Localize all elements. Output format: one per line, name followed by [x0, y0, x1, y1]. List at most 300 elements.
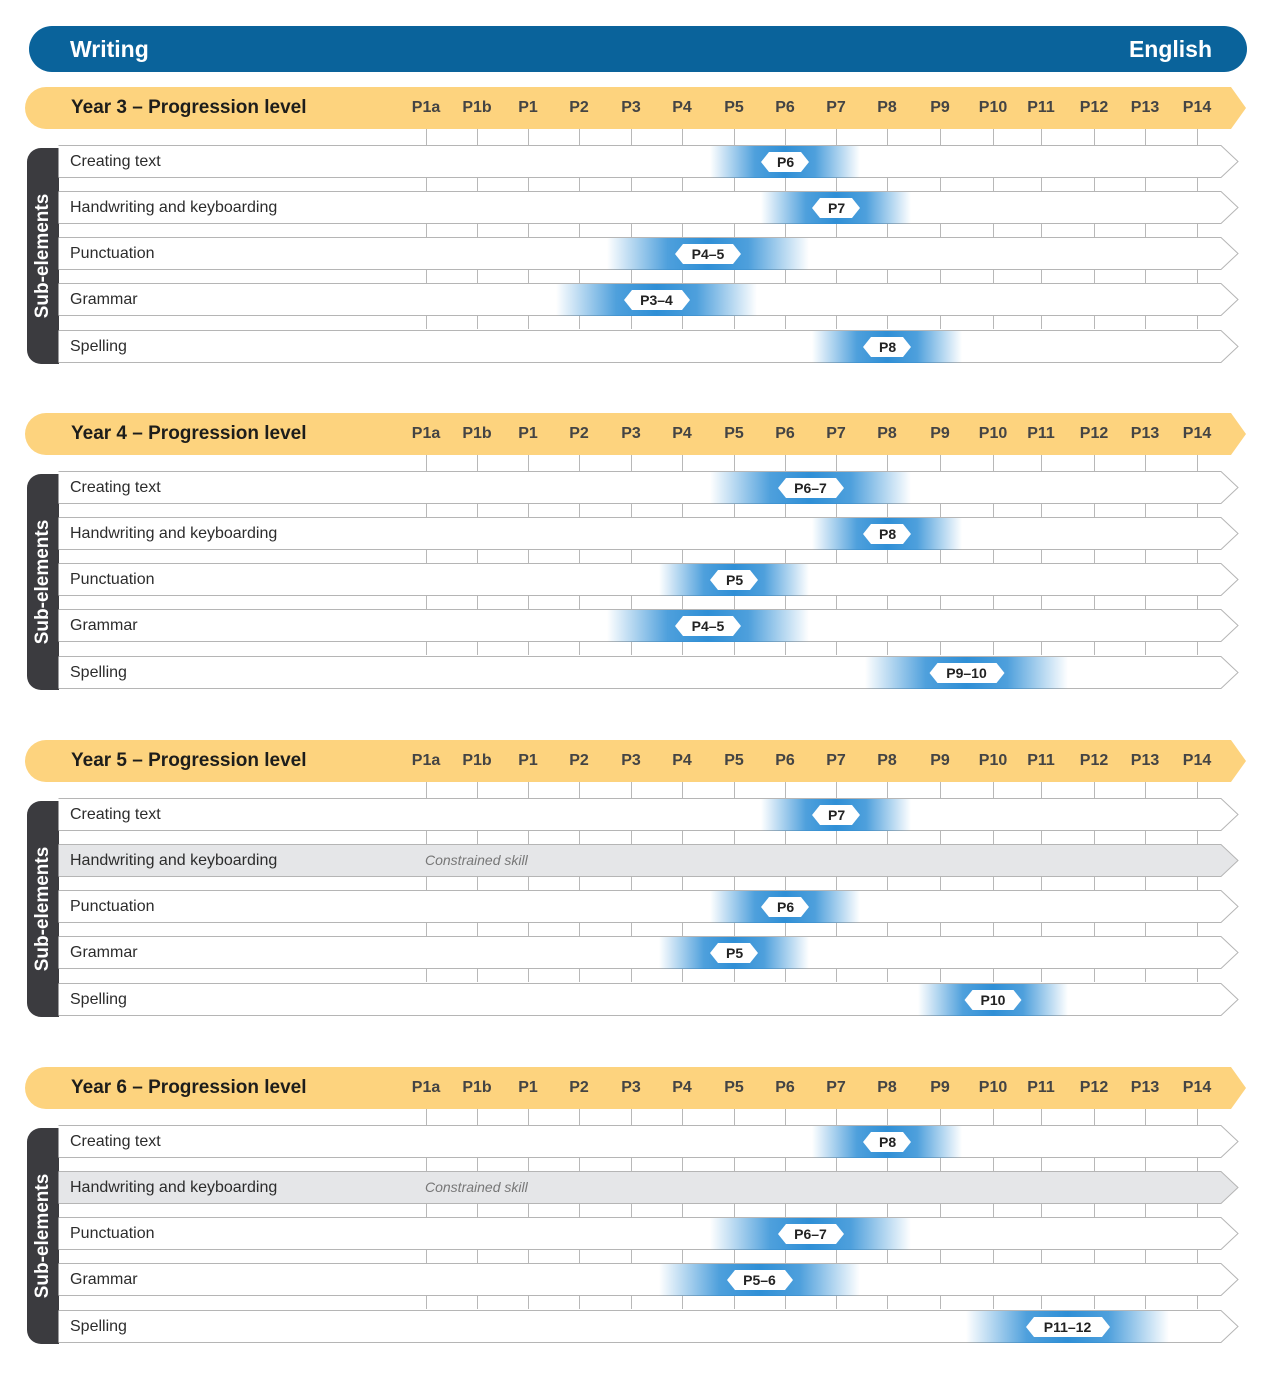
column-tick: [528, 968, 529, 982]
column-tick: [734, 315, 735, 329]
column-tick: [477, 968, 478, 982]
progression-badge: [761, 152, 809, 172]
level-header-p1a: P1a: [411, 99, 441, 116]
column-tick: [785, 269, 786, 283]
sub-element-label: Spelling: [70, 338, 127, 355]
column-tick: [940, 1109, 941, 1125]
subject-label: English: [1128, 36, 1212, 62]
column-tick: [682, 1249, 683, 1263]
column-tick: [477, 922, 478, 936]
column-tick: [785, 1249, 786, 1263]
column-tick: [682, 549, 683, 563]
column-tick: [579, 922, 580, 936]
column-tick: [940, 595, 941, 609]
sub-element-label: Grammar: [70, 617, 138, 634]
column-tick: [1094, 968, 1095, 982]
column-tick: [785, 503, 786, 517]
column-tick: [1094, 549, 1095, 563]
column-tick: [682, 922, 683, 936]
column-tick: [426, 1157, 427, 1171]
sub-elements-sidebar: [27, 1128, 59, 1344]
column-tick: [836, 782, 837, 798]
level-header-p5: P5: [724, 99, 744, 116]
column-tick: [477, 830, 478, 844]
progression-badge: [1026, 1317, 1110, 1337]
progression-badge: [727, 1270, 793, 1290]
level-header-p1: P1: [518, 425, 538, 442]
column-tick: [426, 782, 427, 798]
column-tick: [1094, 315, 1095, 329]
column-tick: [887, 177, 888, 191]
column-tick: [940, 315, 941, 329]
level-header-p11: P11: [1027, 752, 1055, 769]
column-tick: [528, 503, 529, 517]
column-tick: [579, 595, 580, 609]
level-header-p8: P8: [877, 99, 897, 116]
column-tick: [579, 830, 580, 844]
column-tick: [993, 595, 994, 609]
sub-element-label: Grammar: [70, 944, 138, 961]
column-tick: [1145, 177, 1146, 191]
column-tick: [631, 1109, 632, 1125]
column-tick: [1145, 223, 1146, 237]
progression-badge: [863, 337, 911, 357]
level-header-p5: P5: [724, 425, 744, 442]
column-tick: [1094, 177, 1095, 191]
progression-badge: [778, 1224, 844, 1244]
column-tick: [631, 1249, 632, 1263]
level-header-p10: P10: [978, 99, 1008, 116]
sub-element-row: [58, 330, 1248, 364]
level-header-p6: P6: [775, 99, 795, 116]
level-header-p2: P2: [569, 425, 589, 442]
level-header-p10: P10: [978, 752, 1008, 769]
row-arrow-shape: [59, 1218, 1239, 1250]
column-tick: [1145, 1249, 1146, 1263]
progression-badge: [710, 943, 758, 963]
column-tick: [734, 1249, 735, 1263]
column-tick: [993, 830, 994, 844]
column-tick: [887, 830, 888, 844]
column-tick: [1041, 595, 1042, 609]
column-tick: [887, 315, 888, 329]
page-title: Writing: [70, 36, 149, 62]
progression-badge: [812, 198, 860, 218]
column-tick: [1041, 549, 1042, 563]
column-tick: [1041, 1109, 1042, 1125]
column-tick: [836, 1203, 837, 1217]
column-tick: [1145, 503, 1146, 517]
sub-element-label: Creating text: [70, 1133, 161, 1150]
column-tick: [1145, 549, 1146, 563]
column-tick: [579, 641, 580, 655]
column-tick: [940, 641, 941, 655]
column-tick: [940, 223, 941, 237]
column-tick: [631, 1157, 632, 1171]
sidebar-label: Sub-elements: [32, 846, 53, 972]
column-tick: [631, 830, 632, 844]
sub-element-label: Punctuation: [70, 898, 155, 915]
column-tick: [1145, 876, 1146, 890]
column-tick: [631, 876, 632, 890]
column-tick: [426, 1109, 427, 1125]
column-tick: [940, 455, 941, 471]
level-header-p11: P11: [1027, 1079, 1055, 1096]
column-tick: [528, 455, 529, 471]
level-header-p4: P4: [672, 99, 692, 116]
column-tick: [1145, 315, 1146, 329]
column-tick: [887, 549, 888, 563]
column-tick: [1094, 922, 1095, 936]
level-header-p9: P9: [930, 1079, 950, 1096]
column-tick: [477, 315, 478, 329]
sub-element-label: Punctuation: [70, 1225, 155, 1242]
column-tick: [734, 223, 735, 237]
level-header-p3: P3: [621, 752, 641, 769]
column-tick: [579, 269, 580, 283]
column-tick: [1094, 1109, 1095, 1125]
column-tick: [1197, 595, 1198, 609]
level-header-p7: P7: [826, 425, 846, 442]
column-tick: [734, 129, 735, 145]
column-tick: [477, 1157, 478, 1171]
level-header-p14: P14: [1182, 425, 1212, 442]
sidebar-label: Sub-elements: [32, 1173, 53, 1299]
progression-badge: [675, 244, 741, 264]
column-tick: [1094, 830, 1095, 844]
column-tick: [426, 1249, 427, 1263]
column-tick: [993, 1295, 994, 1309]
column-tick: [785, 1109, 786, 1125]
column-tick: [887, 922, 888, 936]
column-tick: [836, 641, 837, 655]
column-tick: [940, 968, 941, 982]
level-header-p12: P12: [1079, 425, 1109, 442]
sub-element-label: Punctuation: [70, 245, 155, 262]
column-tick: [631, 641, 632, 655]
progression-badge: [965, 990, 1022, 1010]
column-tick: [682, 315, 683, 329]
column-tick: [940, 269, 941, 283]
badge-label: P6–7: [794, 480, 827, 496]
column-tick: [1041, 922, 1042, 936]
column-tick: [528, 641, 529, 655]
column-tick: [887, 1249, 888, 1263]
level-header-p8: P8: [877, 1079, 897, 1096]
level-header-p13: P13: [1130, 1079, 1160, 1096]
level-header-p2: P2: [569, 99, 589, 116]
level-header-p10: P10: [978, 1079, 1008, 1096]
column-tick: [785, 177, 786, 191]
column-tick: [785, 782, 786, 798]
column-tick: [887, 223, 888, 237]
column-tick: [477, 1295, 478, 1309]
column-tick: [785, 223, 786, 237]
column-tick: [631, 503, 632, 517]
column-tick: [477, 876, 478, 890]
level-header-p11: P11: [1027, 425, 1055, 442]
column-tick: [682, 595, 683, 609]
column-tick: [1041, 315, 1042, 329]
badge-label: P5–6: [743, 1272, 776, 1288]
column-tick: [682, 1157, 683, 1171]
sub-element-label: Handwriting and keyboarding: [70, 852, 278, 869]
column-tick: [1094, 455, 1095, 471]
column-tick: [579, 129, 580, 145]
column-tick: [940, 922, 941, 936]
column-tick: [785, 455, 786, 471]
level-header-p1b: P1b: [462, 99, 492, 116]
column-tick: [631, 595, 632, 609]
sub-element-label: Handwriting and keyboarding: [70, 199, 278, 216]
column-tick: [734, 968, 735, 982]
row-arrow-shape: [59, 564, 1239, 596]
sub-element-label: Grammar: [70, 291, 138, 308]
column-tick: [1197, 129, 1198, 145]
column-tick: [426, 968, 427, 982]
column-tick: [1094, 129, 1095, 145]
progression-badge: [624, 290, 690, 310]
column-tick: [477, 595, 478, 609]
column-tick: [1041, 641, 1042, 655]
level-header-p6: P6: [775, 1079, 795, 1096]
column-tick: [993, 922, 994, 936]
sidebar-label: Sub-elements: [32, 193, 53, 319]
column-tick: [1197, 177, 1198, 191]
column-tick: [579, 1157, 580, 1171]
column-tick: [1197, 1203, 1198, 1217]
column-tick: [579, 315, 580, 329]
badge-label: P7: [828, 200, 846, 216]
badge-label: P8: [879, 339, 897, 355]
level-header-p1a: P1a: [411, 752, 441, 769]
column-tick: [1197, 876, 1198, 890]
column-tick: [477, 1109, 478, 1125]
year-section: [0, 740, 1280, 1020]
column-tick: [1094, 1295, 1095, 1309]
level-header-p13: P13: [1130, 99, 1160, 116]
level-header-p1b: P1b: [462, 425, 492, 442]
sub-element-row: [58, 1125, 1248, 1159]
progression-badge: [929, 663, 1004, 683]
column-tick: [1197, 641, 1198, 655]
column-tick: [477, 269, 478, 283]
badge-label: P10: [980, 992, 1006, 1008]
level-header-p14: P14: [1182, 99, 1212, 116]
column-tick: [1094, 1203, 1095, 1217]
column-tick: [993, 503, 994, 517]
column-tick: [682, 129, 683, 145]
column-tick: [734, 455, 735, 471]
column-tick: [1145, 595, 1146, 609]
sub-element-row: [58, 471, 1248, 505]
column-tick: [682, 223, 683, 237]
level-header-p14: P14: [1182, 752, 1212, 769]
column-tick: [993, 1203, 994, 1217]
year-section: [0, 413, 1280, 693]
level-header-p7: P7: [826, 752, 846, 769]
column-tick: [1094, 269, 1095, 283]
level-header-p1a: P1a: [411, 1079, 441, 1096]
column-tick: [1041, 177, 1042, 191]
column-tick: [993, 876, 994, 890]
level-header-p12: P12: [1079, 99, 1109, 116]
column-tick: [528, 876, 529, 890]
column-tick: [426, 1203, 427, 1217]
column-tick: [1041, 223, 1042, 237]
sub-element-row: [58, 145, 1248, 179]
column-tick: [682, 1295, 683, 1309]
column-tick: [785, 315, 786, 329]
level-header-p2: P2: [569, 752, 589, 769]
column-tick: [426, 315, 427, 329]
column-tick: [682, 1109, 683, 1125]
column-tick: [1041, 455, 1042, 471]
level-header-p4: P4: [672, 425, 692, 442]
sub-element-row: [58, 563, 1248, 597]
level-header-p13: P13: [1130, 425, 1160, 442]
level-header-p3: P3: [621, 99, 641, 116]
column-tick: [993, 269, 994, 283]
column-tick: [631, 129, 632, 145]
column-tick: [836, 1249, 837, 1263]
column-tick: [836, 1109, 837, 1125]
badge-label: P6: [777, 154, 795, 170]
column-tick: [887, 1109, 888, 1125]
progression-badge: [761, 897, 809, 917]
column-tick: [785, 595, 786, 609]
column-tick: [785, 549, 786, 563]
badge-label: P6: [777, 899, 795, 915]
column-tick: [940, 129, 941, 145]
column-tick: [426, 503, 427, 517]
column-tick: [836, 876, 837, 890]
section-title: Year 4 – Progression level: [71, 423, 307, 444]
column-tick: [734, 876, 735, 890]
column-tick: [1197, 223, 1198, 237]
column-tick: [579, 549, 580, 563]
progression-badge: [863, 1132, 911, 1152]
column-tick: [1094, 876, 1095, 890]
column-tick: [887, 455, 888, 471]
constrained-skill-note: Constrained skill: [425, 1179, 528, 1195]
column-tick: [1145, 641, 1146, 655]
badge-label: P6–7: [794, 1226, 827, 1242]
progression-badge: [710, 570, 758, 590]
column-tick: [836, 503, 837, 517]
level-header-p9: P9: [930, 99, 950, 116]
column-tick: [836, 595, 837, 609]
section-title: Year 6 – Progression level: [71, 1077, 307, 1098]
section-title: Year 5 – Progression level: [71, 750, 307, 771]
column-tick: [734, 641, 735, 655]
sub-element-row: [58, 936, 1248, 970]
column-tick: [940, 876, 941, 890]
level-header-p10: P10: [978, 425, 1008, 442]
column-tick: [887, 129, 888, 145]
level-header-p12: P12: [1079, 1079, 1109, 1096]
progression-badge: [675, 616, 741, 636]
column-tick: [528, 1157, 529, 1171]
column-tick: [477, 782, 478, 798]
level-header-p3: P3: [621, 425, 641, 442]
row-arrow-shape: [59, 331, 1239, 363]
column-tick: [940, 1203, 941, 1217]
column-tick: [426, 830, 427, 844]
column-tick: [1041, 782, 1042, 798]
column-tick: [477, 1203, 478, 1217]
column-tick: [579, 782, 580, 798]
column-tick: [426, 455, 427, 471]
column-tick: [1145, 782, 1146, 798]
column-tick: [993, 1157, 994, 1171]
level-header-p11: P11: [1027, 99, 1055, 116]
column-tick: [1197, 1157, 1198, 1171]
column-tick: [993, 1249, 994, 1263]
column-tick: [1041, 503, 1042, 517]
column-tick: [734, 830, 735, 844]
column-tick: [887, 1295, 888, 1309]
column-tick: [836, 315, 837, 329]
level-header-p14: P14: [1182, 1079, 1212, 1096]
column-tick: [1197, 315, 1198, 329]
column-tick: [836, 269, 837, 283]
progression-badge: [812, 805, 860, 825]
sub-element-label: Spelling: [70, 991, 127, 1008]
column-tick: [477, 1249, 478, 1263]
column-tick: [887, 641, 888, 655]
column-tick: [734, 549, 735, 563]
column-tick: [785, 830, 786, 844]
column-tick: [887, 269, 888, 283]
column-tick: [579, 223, 580, 237]
column-tick: [631, 922, 632, 936]
column-tick: [426, 922, 427, 936]
column-tick: [836, 177, 837, 191]
column-tick: [940, 549, 941, 563]
column-tick: [734, 503, 735, 517]
column-tick: [1145, 1203, 1146, 1217]
column-tick: [1197, 1295, 1198, 1309]
level-header-p4: P4: [672, 1079, 692, 1096]
column-tick: [1094, 1249, 1095, 1263]
badge-label: P8: [879, 1134, 897, 1150]
sub-element-label: Creating text: [70, 806, 161, 823]
column-tick: [887, 595, 888, 609]
column-tick: [1197, 455, 1198, 471]
year-section: [0, 87, 1280, 367]
column-tick: [631, 782, 632, 798]
level-header-p6: P6: [775, 425, 795, 442]
column-tick: [940, 1249, 941, 1263]
column-tick: [579, 1249, 580, 1263]
column-tick: [1145, 1295, 1146, 1309]
row-arrow-shape: [59, 146, 1239, 178]
level-header-p6: P6: [775, 752, 795, 769]
column-tick: [734, 1109, 735, 1125]
column-tick: [836, 455, 837, 471]
column-tick: [682, 782, 683, 798]
column-tick: [682, 876, 683, 890]
column-tick: [940, 1157, 941, 1171]
column-tick: [1094, 782, 1095, 798]
column-tick: [1197, 549, 1198, 563]
column-tick: [993, 968, 994, 982]
sub-elements-sidebar: [27, 148, 59, 364]
column-tick: [682, 830, 683, 844]
level-header-p8: P8: [877, 752, 897, 769]
column-tick: [940, 1295, 941, 1309]
